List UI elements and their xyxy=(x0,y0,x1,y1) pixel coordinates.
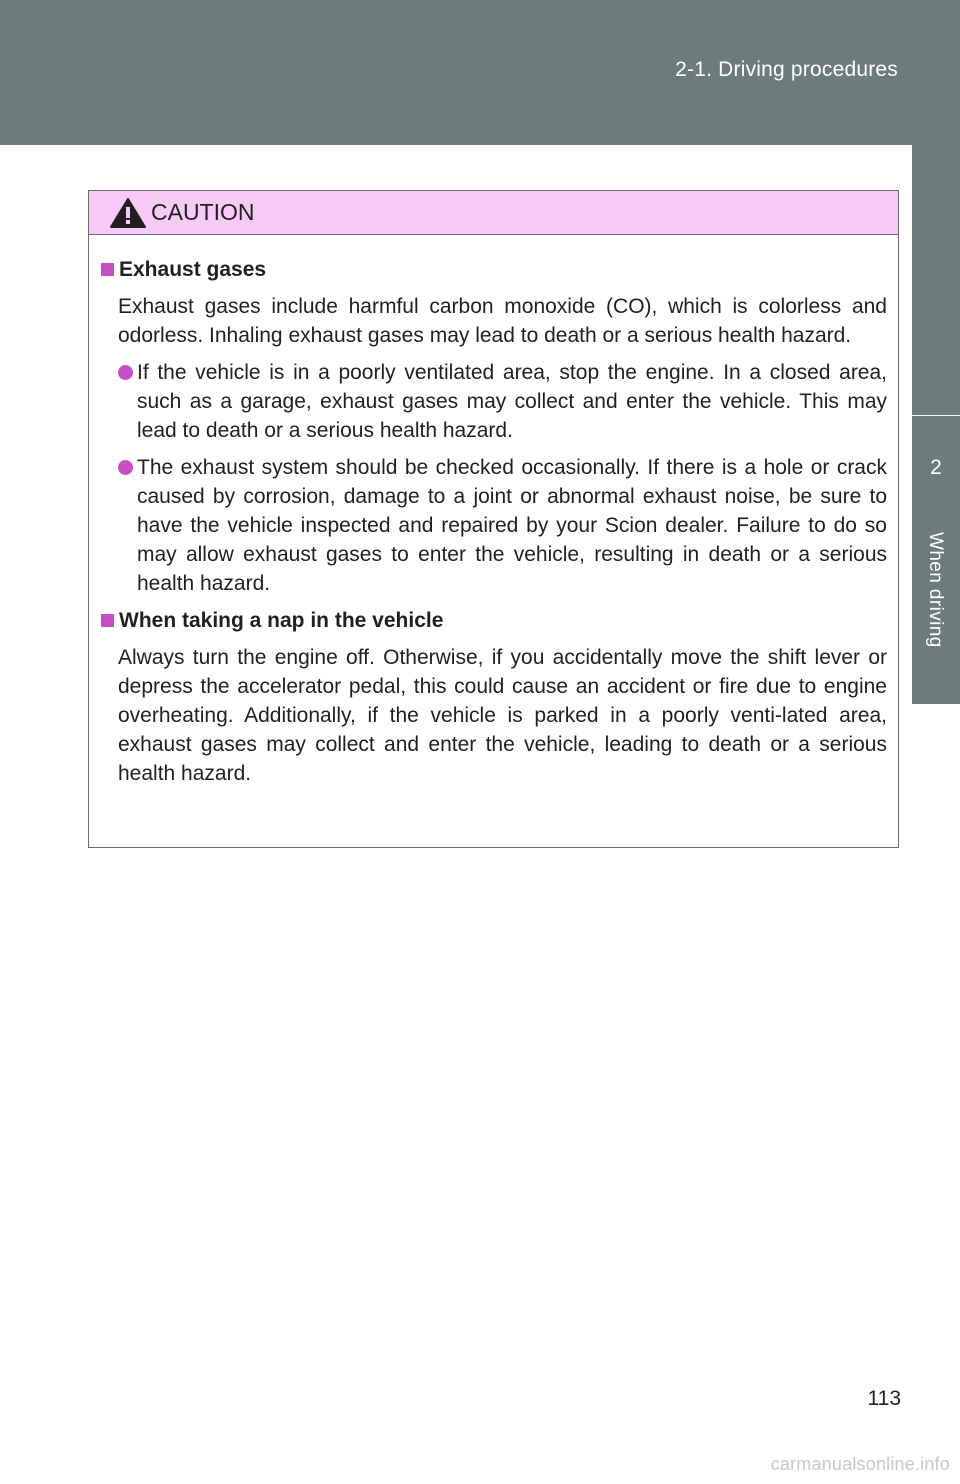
list-item-text: If the vehicle is in a poorly ventilated area, stop the engine. In a closed area, such as a garage, exhaust gases may collect and enter the vehicle. This may lead to death or a serious health hazard. xyxy=(137,361,887,442)
watermark: carmanualsonline.info xyxy=(770,1454,950,1474)
section-heading xyxy=(101,606,887,635)
caution-title: CAUTION xyxy=(151,199,255,225)
caution-header xyxy=(89,191,898,235)
section-heading xyxy=(101,255,887,284)
caution-box xyxy=(88,190,899,848)
list-item xyxy=(118,358,887,445)
round-bullet-icon xyxy=(118,460,133,475)
square-bullet-icon xyxy=(101,263,114,276)
chapter-label: When driving xyxy=(925,532,946,648)
chapter-number-tab: 2 xyxy=(912,416,960,520)
page-number: 113 xyxy=(867,1387,901,1410)
list-item-text: The exhaust system should be checked occasionally. If there is a hole or crack caused by corrosion, damage to a joint or abnormal exhaust noise, be sure to have the vehicle inspected and repaired by your Scion dealer. Failure to do so may allow exhaust gases to enter the vehicle, resulting in death or a serious health hazard. xyxy=(137,456,887,595)
caution-body xyxy=(89,235,898,788)
list-item xyxy=(118,453,887,598)
section-heading-text: Exhaust gases xyxy=(119,258,267,281)
section-title: 2-1. Driving procedures xyxy=(675,58,898,81)
side-tab-strip xyxy=(912,145,960,415)
header-band xyxy=(0,0,960,145)
section-heading-text: When taking a nap in the vehicle xyxy=(119,609,444,632)
round-bullet-icon xyxy=(118,365,133,380)
section-paragraph: Always turn the engine off. Otherwise, if you accidentally move the shift lever or depress the accelerator pedal, this could cause an accident or fire due to engine overheating. Additionally, if the vehicle is parked in a poorly venti-lated area, exhaust gases may collect and enter the vehicle, leading to death or a serious health hazard. xyxy=(118,646,887,785)
square-bullet-icon xyxy=(101,614,114,627)
section-paragraph: Exhaust gases include harmful carbon monoxide (CO), which is colorless and odorless. Inhaling exhaust gases may lead to death or a serious health hazard. xyxy=(118,295,887,347)
warning-triangle-icon xyxy=(109,197,147,229)
